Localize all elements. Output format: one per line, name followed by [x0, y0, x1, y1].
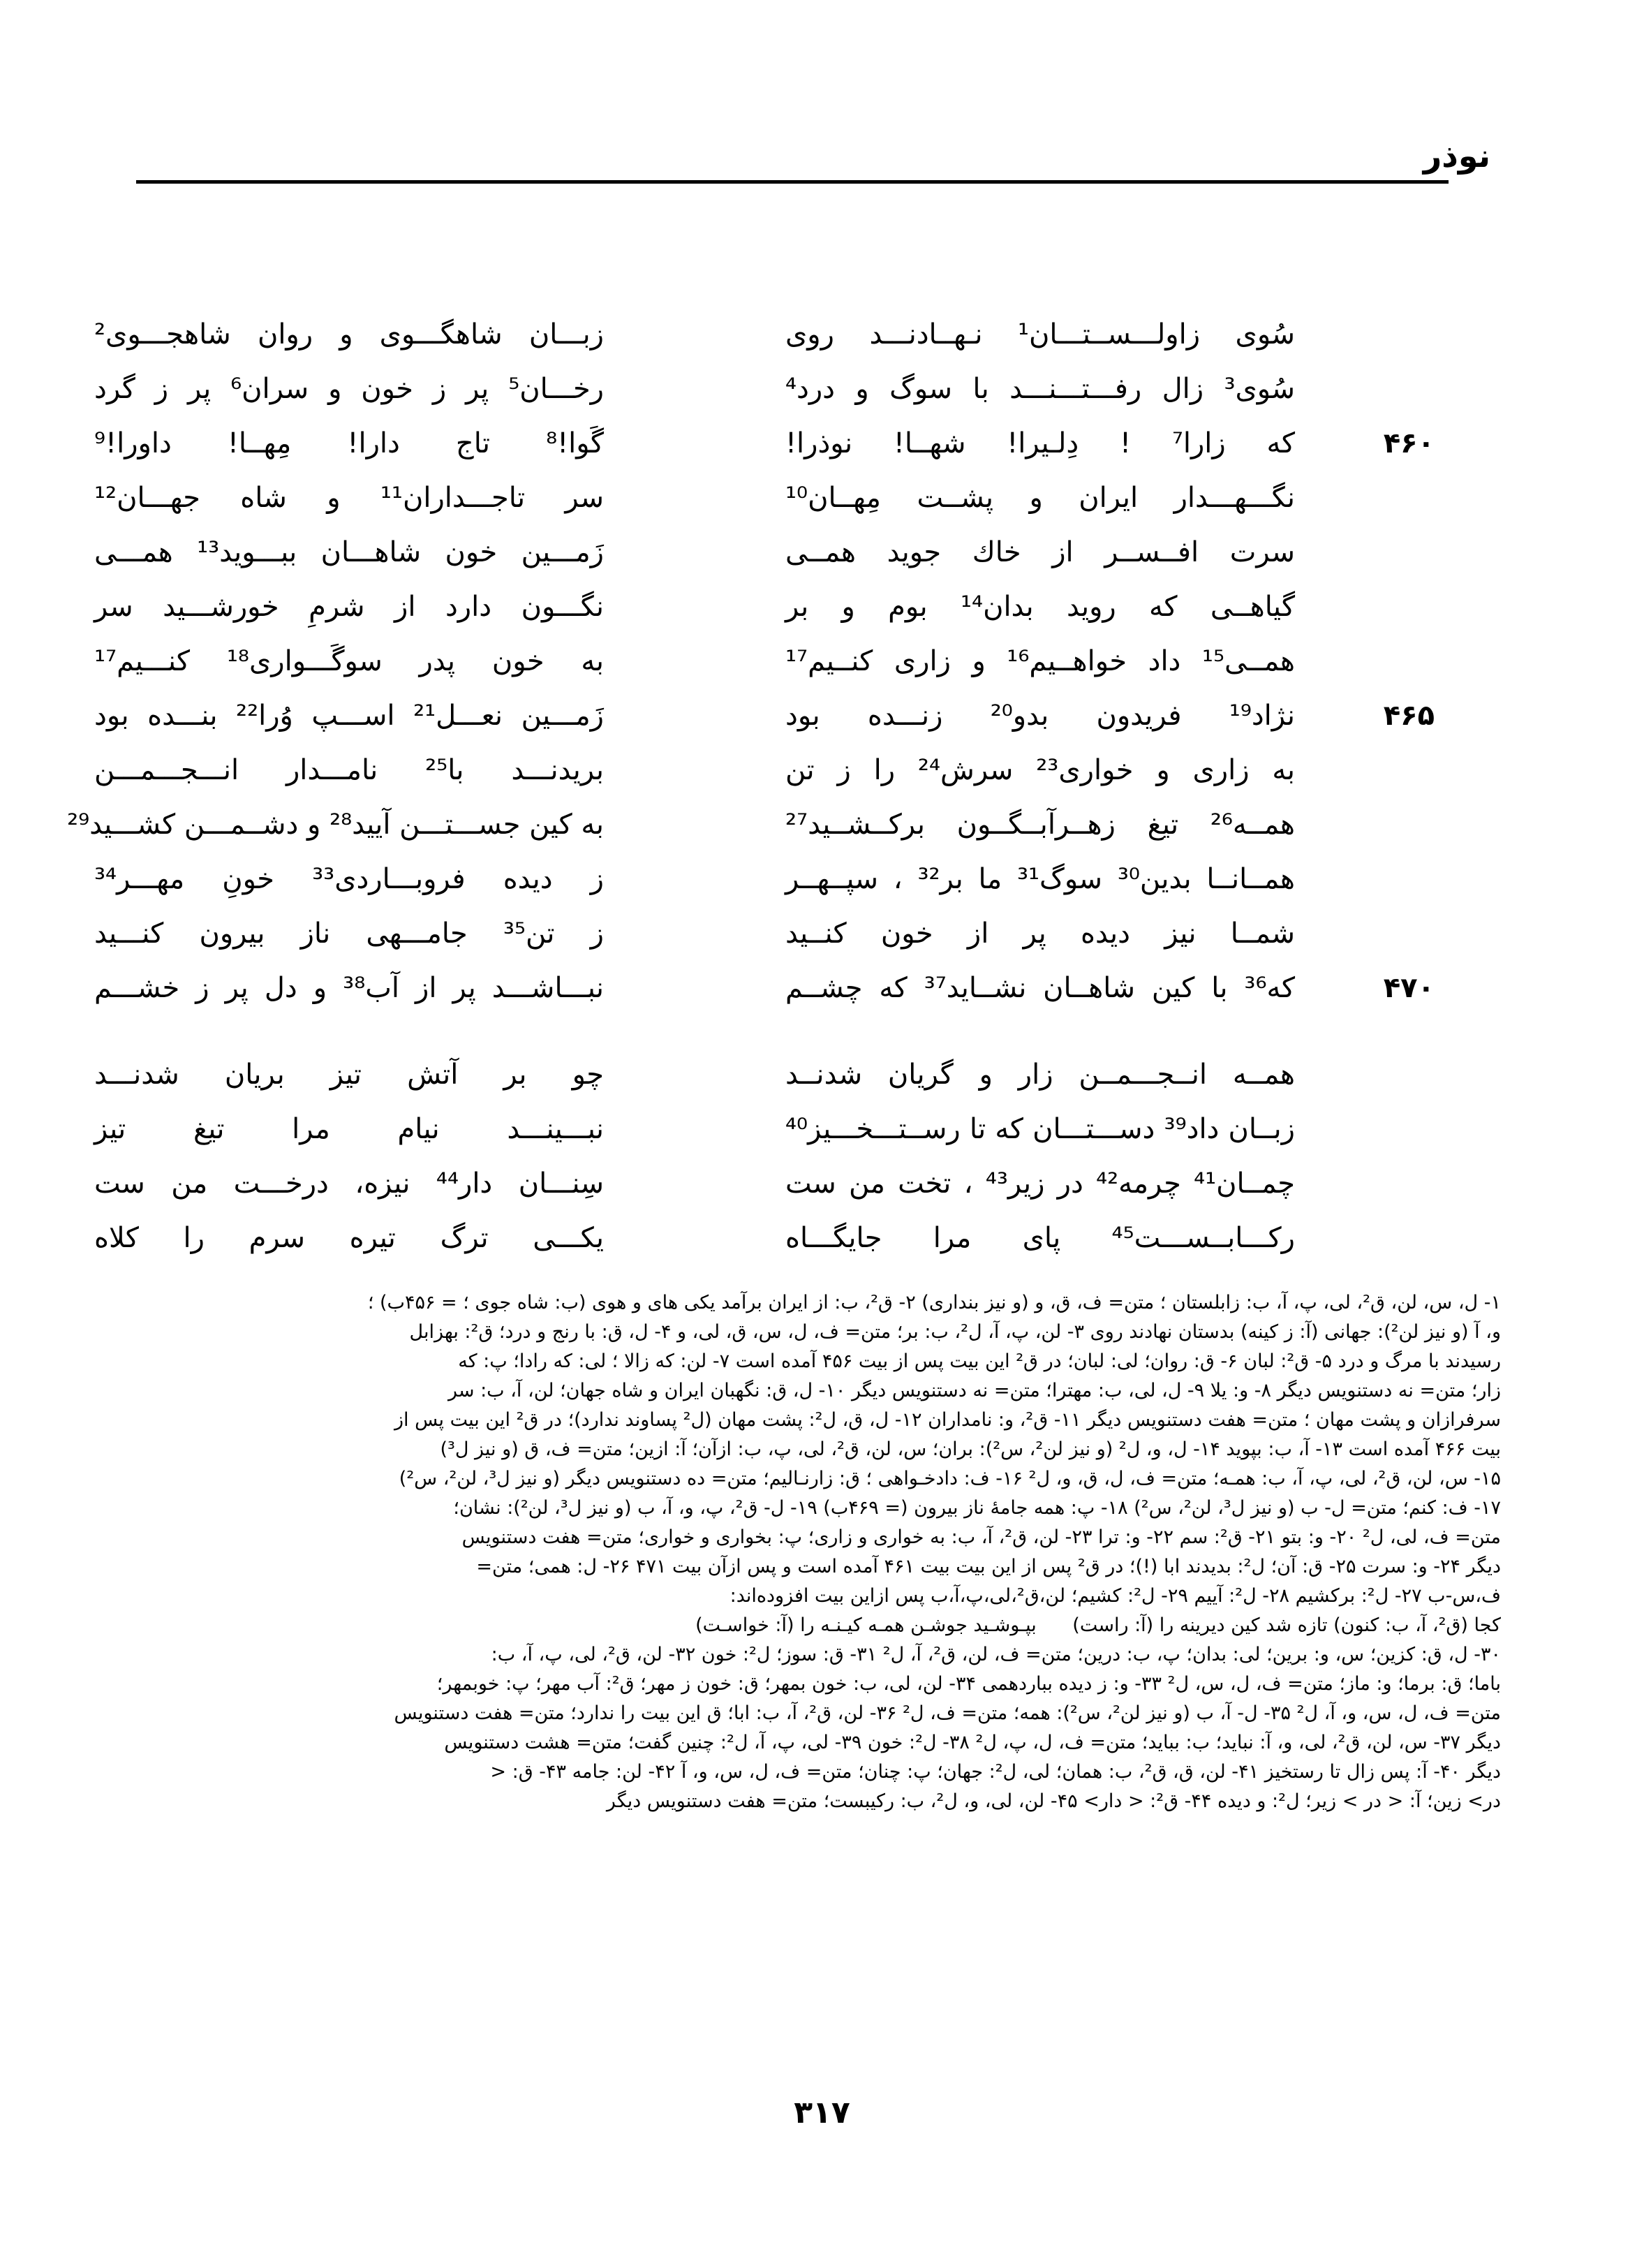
verse-line: گَوا!⁸ تاج دارا! مِهــا! داورا!⁹	[94, 427, 604, 459]
verse-line: همــی¹⁵ داد خواهــيم¹⁶ و زاری كنــيم¹⁷	[785, 645, 1295, 677]
stanza-break	[785, 1015, 1295, 1047]
verse-line: ز تن³⁵ جامـــهی ناز بيرون كنـــيد	[94, 918, 604, 950]
verse-line: سُوی زاولـــســتـــان¹ نـهــادنـــد روی	[785, 318, 1296, 351]
verse-line: سر تاجـــداران¹¹ و شاه جهـــان¹²	[94, 482, 604, 514]
verse-line: به زاری و خواری²³ سرش²⁴ را ز تن	[785, 754, 1295, 786]
verse-line: نژاد¹⁹ فريدون بدو²⁰ زنـــده بود ۴۶۵	[785, 688, 1295, 743]
verse-line: نگـــون دارد از شرمِ خورشـــيد سر	[94, 591, 604, 623]
footnote-line: ف،س-ب ۲۷- ل²: بركشيم ۲۸- ل²: آييم ۲۹- ل²: كشيم؛ لن،ق²،لی،پ،آ،ب پس ازاين بيت افزوده‌اند:	[730, 1585, 1501, 1607]
footnote-inserted-verse	[129, 1611, 1501, 1640]
footnote-line: زار؛ متن= نه دستنويس ديگر ۸- و: يلا ۹- ل، لی، ب: مهترا؛ متن= نه دستنويس ديگر ۱۰- ل، ق: نگهبان ايران و شاه جهان؛ لن، آ، ب: سر	[447, 1380, 1501, 1401]
verse-line: به خون پدر سوگَـــواری¹⁸ كنـــيم¹⁷	[94, 645, 604, 677]
inserted-verse-first: بپـوشـيد جوشـن همـه كيـنـه را (آ: خواسـت)	[695, 1614, 1037, 1636]
verse-line: يكـــی ترگ تيره سرم را كلاه	[94, 1222, 604, 1254]
poem-column-left	[67, 307, 605, 1265]
verse-number: ۴۷۰	[1383, 972, 1435, 1004]
footnote-line: بيت ۴۶۶ آمده است ۱۳- آ، ب: بپويد ۱۴- ل، و، ل² (و نيز لن²، س²): بران؛ س، لن، ق²، لی، پ، ب: ازآن؛ آ: ازين؛ متن= ف، ق (و نيز ل³)	[440, 1438, 1501, 1460]
verse-line: گياهــی كه رويد بدان¹⁴ بوم و بر	[785, 591, 1295, 623]
running-head-title: نوذر	[1423, 137, 1490, 175]
verse-line: رخـــان⁵ پر ز خون و سران⁶ پر ز گرد	[94, 373, 604, 405]
footnotes	[129, 1288, 1501, 1816]
footnote-line: ۱- ل، س، لن، ق²، لی، پ، آ، ب: زابلستان ؛ متن= ف، ق، و (و نيز بنداری) ۲- ق²، ب: از ايران برآمد يكی های و هوی (ب: شاه جوی ؛ = ۴۵۶ب) ؛	[367, 1292, 1501, 1313]
footnote-line: ديگر ۲۴- و: سرت ۲۵- ق: آن؛ ل²: بديدند ابا (!)؛ در ق² پس از اين بيت بيت ۴۶۱ آمده است و پس ازآن بيت ۴۷۱ ۲۶- ل: همی؛ متن=	[476, 1556, 1501, 1577]
verse-line: زبـــان شاهگـــوی و روان شاهجـــوی²	[94, 318, 604, 351]
verse-line: نگـــهـــدار ایران و پشــت مِهــان¹⁰	[785, 482, 1295, 514]
header-rule	[136, 180, 1449, 184]
page-number: ۳۱۷	[794, 2095, 850, 2130]
verse-line: همــه²⁶ تيغ زهــرآبــگــون بركــشــيد²⁷	[785, 809, 1295, 841]
verse-number: ۴۶۰	[1383, 427, 1435, 459]
footnote-line: سرفرازان و پشت مهان ؛ متن= هفت دستنويس ديگر ۱۱- ق²، و: نامداران ۱۲- ل، ق، ل²: پشت مهان (ل² پساوند ندارد)؛ در ق² اين بيت پس از	[394, 1409, 1501, 1431]
footnote-line: ۳۰- ل، ق: كزين؛ س، و: برين؛ لی: بدان؛ پ، ب: درين؛ متن= ف، لن، ق²، آ، ل² ۳۱- ق: سوز؛ ل²: خون ۳۲- لن، ق²، لی، پ، آ، ب:	[491, 1644, 1501, 1665]
verse-line: نبـــينـــد نيام مرا تيغ تيز	[94, 1113, 604, 1145]
verse-number: ۴۶۵	[1383, 700, 1435, 732]
verse-line: زَمـــين خون شاهـــان ببـــويد¹³ همـــی	[94, 536, 604, 568]
verse-line: که زارا⁷ ! دِلـیرا! شهــا! نوذرا! ۴۶۰	[785, 416, 1295, 471]
verse-line: نبـــاشـــد پر از آب³⁸ و دل پر ز خشـــم	[94, 972, 604, 1004]
verse-line: بريدنـــد با²⁵ نامـــدار انـــجـــمـــن	[94, 754, 605, 786]
footnote-line: ۱۷- ف: كنم؛ متن= ل- ب (و نيز ل³، لن²، س²) ۱۸- پ: همه جامهٔ ناز بيرون (= ۴۶۹ب) ۱۹- ل- ق²، پ، و، آ، ب (و نيز ل³، لن²): نشان؛	[453, 1497, 1501, 1519]
footnote-line: متن= ف، لی، ل² ۲۰- و: بتو ۲۱- ق²: سم ۲۲- و: ترا ۲۳- لن، ق²، آ، ب: به خواری و زاری؛ پ: بخواری و خواری؛ متن= هفت دستنويس	[461, 1526, 1501, 1548]
inserted-verse-second: كجا (ق²، آ، ب: كنون) تازه شد كين ديرينه را (آ: راست)	[1072, 1614, 1501, 1636]
verse-line: چمــان⁴¹ چرمه⁴² در زير⁴³ ، تخت من ست	[785, 1168, 1295, 1200]
verse-line: سرت افــســر از خاك جويد همــی	[785, 536, 1295, 568]
footnote-line: در> زين؛ آ: < در > زير؛ ل²: و ديده ۴۴- ق²: < دار> ۴۵- لن، لی، و، ل²، ب: ركيبست؛ متن= هفت دستنويس ديگر	[606, 1790, 1501, 1812]
poem-column-right	[785, 307, 1435, 1265]
verse-line: زَمـــين نعـــل²¹ اســـپ وُرا²² بنـــده بود	[94, 700, 604, 732]
verse-line: همــانــا بدين³⁰ سوگ³¹ ما بر³² ، سپــهــر	[785, 863, 1295, 895]
verse-line: همــه انــجـــمــن زار و گريان شدنــد	[785, 1059, 1295, 1091]
verse-line: سُوی³ زال رفـــتـــنـــد با سوگ و درد⁴	[785, 373, 1295, 405]
footnote-line: ديگر ۳۷- س، لن، ق²، لی، و، آ: نبايد؛ ب: ببايد؛ متن= ف، ل، پ، ل² ۳۸- ل²: خون ۳۹- لی، پ، آ، ل²: چنين گفت؛ متن= هشت دستنويس	[444, 1732, 1501, 1753]
footnote-line: رسيدند با مرگ و درد ۵- ق²: لبان ۶- ق: روان؛ لی: لبان؛ در ق² اين بيت پس از بيت ۴۵۶ آمده است ۷- لن: كه زالا ؛ لی: كه رادا؛ پ: كه	[458, 1350, 1501, 1372]
verse-line: به كين جســـتـــن آييد²⁸ و دشــمـــن كشـــيد²⁹	[67, 809, 604, 841]
verse-line: ركـــابــســـت⁴⁵ پای مرا جايگـــاه	[785, 1222, 1295, 1254]
footnote-line: و، آ (و نيز لن²): جهانی (آ: ز كينه) بدستان نهادند روی ۳- لن، پ، آ، ل²، ب: بر؛ متن= ف، ل، س، ق، لی، و ۴- ل، ق: با رنج و درد؛ ق²: بهزابل	[409, 1321, 1501, 1343]
verse-line: زبــان داد³⁹ دســـتـــان كه تا رســتـــخـــيز⁴⁰	[785, 1113, 1296, 1145]
verse-line: ز ديده فروبـــاردی³³ خونِ مهـــر³⁴	[94, 863, 604, 895]
footnote-line: ديگر ۴۰- آ: پس زال تا رستخيز ۴۱- لن، ق، ق²، ب: همان؛ لی، ل²: جهان؛ پ: چنان؛ متن= ف، ل، س، و، آ ۴۲- لن: جامه ۴۳- ق: <	[490, 1761, 1501, 1783]
verse-line: چو بر آتش تيز بريان شدنـــد	[94, 1059, 604, 1091]
verse-line: كه³⁶ با كين شاهــان نشــايد³⁷ كه چشــم ۴۷۰	[785, 961, 1295, 1015]
stanza-break	[94, 1015, 604, 1047]
verse-line: شمــا نيز ديده پر از خون كنــيد	[785, 918, 1295, 950]
verse-line: سِنـــان دار⁴⁴ نيزه، درخـــت من ست	[94, 1168, 604, 1200]
footnote-line: ۱۵- س، لن، ق²، لی، پ، آ، ب: همـه؛ متن= ف، ل، ق، و، ل² ۱۶- ف: دادخـواهی ؛ ق: زارنـاليم؛ متن= ده دستنويس ديگر (و نيز ل³، لن²، س²)	[399, 1468, 1501, 1489]
footnote-line: متن= ف، ل، س، و، آ، ل² ۳۵- ل- آ، ب (و نيز لن²، س²): همه؛ متن= ف، ل² ۳۶- لن، ق²، آ، ب: ابا؛ ق اين بيت را ندارد؛ متن= هفت دستنويس	[394, 1702, 1501, 1724]
footnote-line: باما؛ ق: برما؛ و: ماز؛ متن= ف، ل، س، ل² ۳۳- و: ز ديده بباردهمی ۳۴- لن، لی، ب: خون بمهر؛ ق: خون ز مهر؛ ق²: آب مهر؛ پ: خوبمهر؛	[436, 1673, 1501, 1695]
